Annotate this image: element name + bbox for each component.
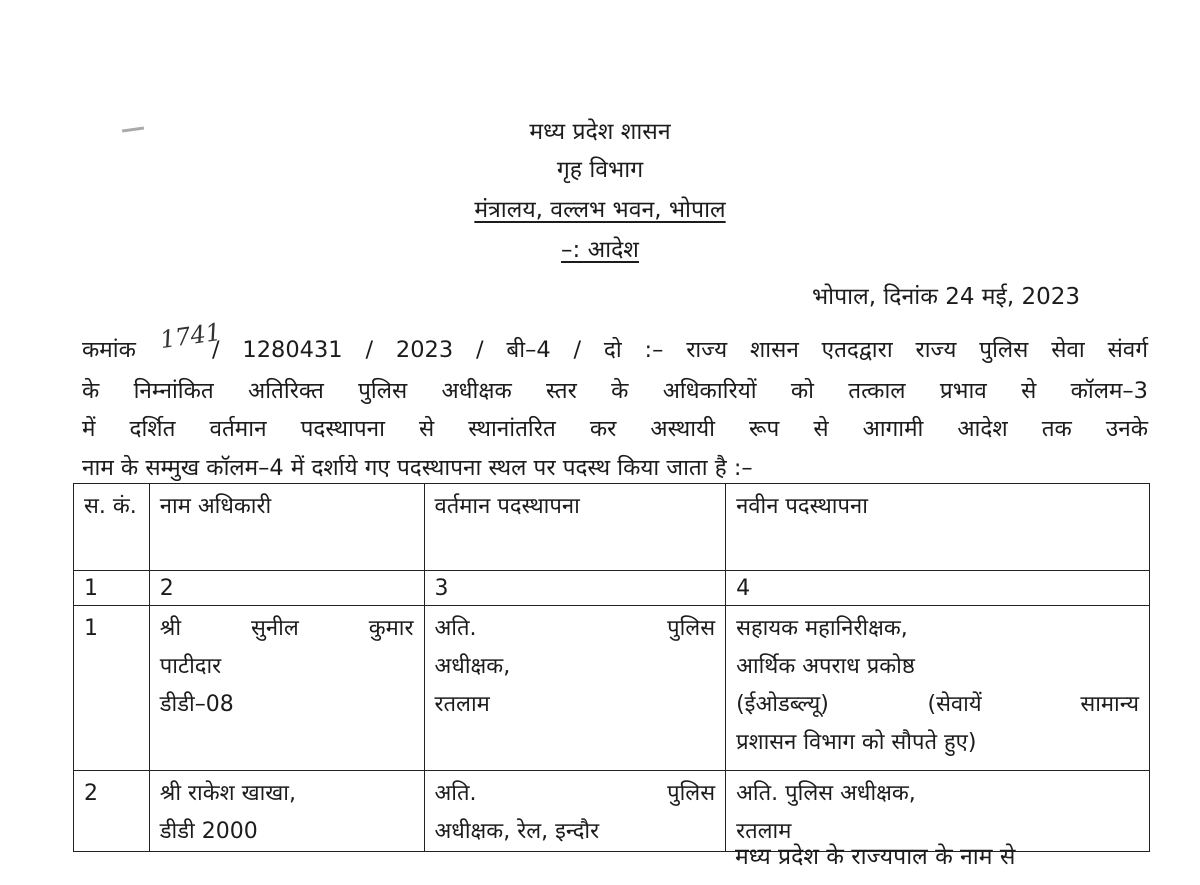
header-order-text: –: आदेश	[561, 237, 639, 263]
table-header-row	[74, 484, 1150, 571]
current-location: रतलाम	[434, 692, 490, 717]
current-posting-cell	[424, 606, 726, 771]
row-serial: 1	[74, 606, 150, 771]
column-number: 1	[74, 571, 150, 606]
column-number: 3	[424, 571, 726, 606]
transfer-table	[73, 483, 1150, 852]
officer-id: डीडी 2000	[159, 819, 258, 844]
current-posting-cell	[424, 771, 726, 852]
officer-name: श्री सुनील कुमार	[159, 616, 414, 641]
scan-mark	[122, 126, 144, 132]
paragraph-line-3: में दर्शित वर्तमान पदस्थापना से स्थानांतरित कर अस्थायी रूप से आगामी आदेश तक उनके	[82, 416, 1148, 442]
order-number-line: / 1280431 / 2023 / बी–4 / दो :– राज्य शासन एतदद्वारा राज्य पुलिस सेवा संवर्ग	[212, 337, 1148, 363]
current-post-cont: अधीक्षक,	[434, 654, 511, 679]
table-row	[74, 771, 1150, 852]
new-post: अति. पुलिस अधीक्षक,	[736, 781, 916, 806]
header-new-posting: नवीन पदस्थापना	[726, 484, 1150, 571]
current-location: अधीक्षक, रेल, इन्दौर	[434, 819, 600, 844]
header-officer-name: नाम अधिकारी	[149, 484, 424, 571]
header-department: गृह विभाग	[556, 157, 644, 183]
closing-line: मध्य प्रदेश के राज्यपाल के नाम से	[735, 844, 1016, 870]
table-row	[74, 606, 1150, 771]
header-address-text: मंत्रालय, वल्लभ भवन, भोपाल	[474, 197, 726, 223]
header-address	[300, 195, 900, 225]
header-current-posting: वर्तमान पदस्थापना	[424, 484, 726, 571]
new-post-unit: आर्थिक अपराध प्रकोष्ठ	[736, 654, 915, 679]
order-number-prefix: कमांक	[82, 337, 136, 363]
new-post-note-cont: प्रशासन विभाग को सौपते हुए)	[736, 730, 977, 755]
header-serial: स. कं.	[74, 484, 150, 571]
table-column-number-row	[74, 571, 1150, 606]
officer-name-cell	[149, 606, 424, 771]
row-serial: 2	[74, 771, 150, 852]
paragraph-line-2: के निम्नांकित अतिरिक्त पुलिस अधीक्षक स्तर के अधिकारियों को तत्काल प्रभाव से कॉलम–3	[82, 378, 1148, 404]
column-number: 4	[726, 571, 1150, 606]
new-posting-cell	[726, 606, 1150, 771]
officer-surname: पाटीदार	[159, 654, 222, 679]
current-post: अति. पुलिस	[434, 616, 716, 641]
header-order-title	[300, 235, 900, 265]
new-location: रतलाम	[736, 819, 792, 844]
paragraph-line-4: नाम के सम्मुख कॉलम–4 में दर्शाये गए पदस्थापना स्थल पर पदस्थ किया जाता है :–	[82, 455, 753, 481]
new-post-note: (ईओडब्ल्यू) (सेवायें सामान्य	[736, 692, 1139, 717]
new-posting-cell	[726, 771, 1150, 852]
officer-name-cell	[149, 771, 424, 852]
officer-id: डीडी–08	[159, 692, 234, 717]
order-date: भोपाल, दिनांक 24 मई, 2023	[811, 284, 1080, 310]
header-government: मध्य प्रदेश शासन	[529, 119, 671, 145]
handwritten-number: 1741	[158, 317, 223, 355]
current-post: अति. पुलिस	[434, 781, 716, 806]
officer-name: श्री राकेश खाखा,	[159, 781, 296, 806]
new-post: सहायक महानिरीक्षक,	[736, 616, 908, 641]
column-number: 2	[149, 571, 424, 606]
